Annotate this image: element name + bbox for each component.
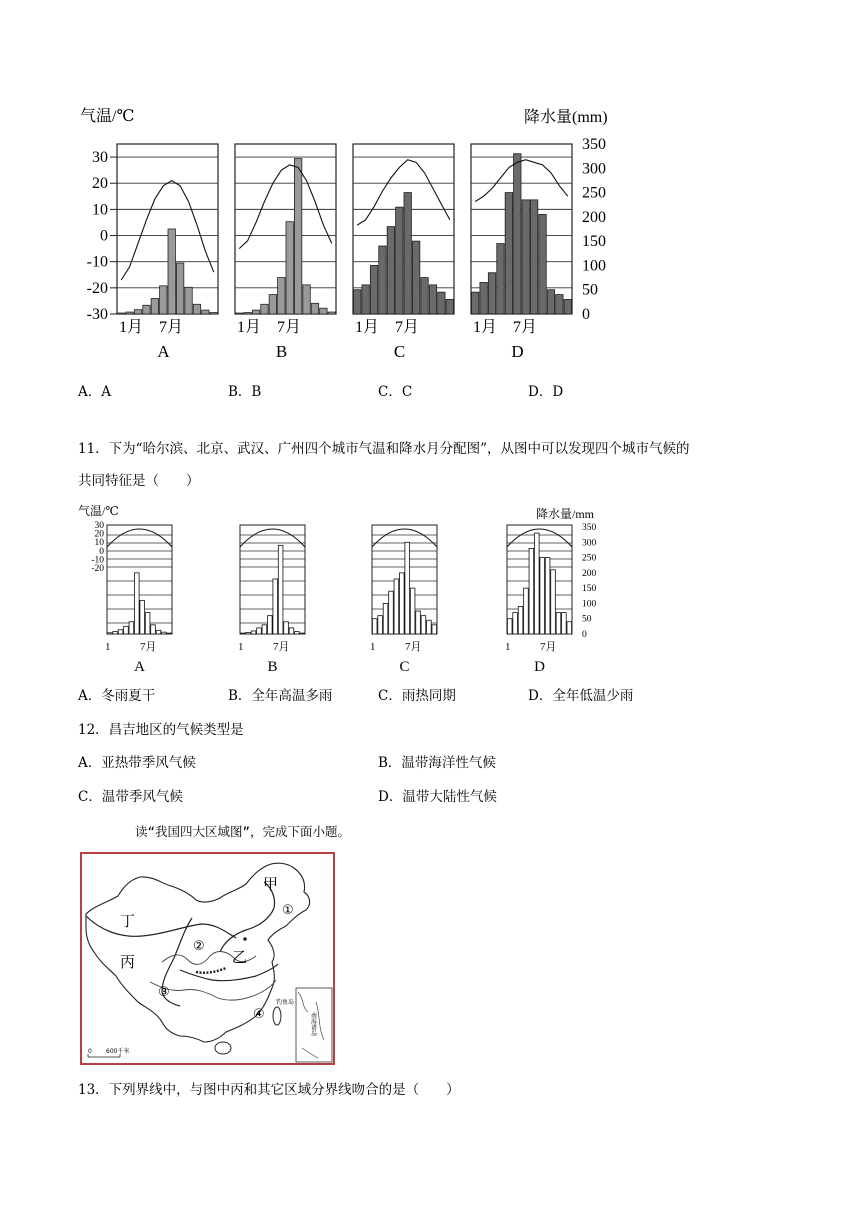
temp-tick-label: 30 (92, 149, 108, 167)
precip-bar (193, 304, 200, 314)
precip-bar (507, 619, 512, 634)
marker-1: ① (282, 903, 294, 918)
precip-bar (113, 632, 118, 634)
precip-bar (567, 622, 572, 634)
panel-caption: A (157, 342, 170, 361)
precip-bar (107, 633, 112, 634)
q11-option-a[interactable]: A．冬雨夏干 (78, 688, 156, 704)
month-label-7: 7月 (405, 641, 422, 653)
precip-bar (145, 613, 150, 634)
panel-caption-2: B (267, 659, 278, 675)
precip-tick-label-2: 100 (582, 599, 597, 610)
climate-chart-figure-1 (0, 0, 860, 370)
precip-bar (412, 241, 419, 314)
temp-tick-label-2: 0 (99, 546, 104, 557)
temp-axis-label: 气温/℃ (80, 108, 135, 125)
precip-bar (472, 292, 479, 314)
month-label-jul: 7月 (277, 319, 302, 336)
month-label-jan: 1月 (119, 319, 144, 336)
precip-axis-ticks (582, 136, 606, 323)
temp-tick-label: -30 (86, 306, 108, 323)
temp-tick-label-2: 10 (94, 538, 104, 549)
precip-bar (432, 625, 437, 634)
precip-axis-label: 降水量(mm) (524, 109, 608, 126)
month-label-jul: 7月 (159, 319, 184, 336)
precip-bar (311, 303, 318, 314)
precip-bar (278, 278, 285, 314)
precip-bar (278, 545, 283, 634)
precip-bar (140, 600, 145, 634)
precip-tick-label-2: 350 (582, 523, 597, 533)
precip-bar (387, 227, 394, 314)
precip-bar (269, 295, 276, 314)
precip-bar (118, 313, 125, 314)
precip-bar (167, 633, 172, 634)
climate-panel-d (471, 144, 572, 361)
precip-tick-label: 300 (582, 160, 606, 178)
precip-bar (416, 611, 421, 634)
precip-bar (289, 628, 294, 634)
precip-bar (396, 207, 403, 314)
month-label-7: 7月 (540, 641, 557, 653)
precip-tick-label: 50 (582, 281, 598, 299)
q12-option-b[interactable]: B．温带海洋性气候 (378, 755, 496, 771)
precip-tick-label-2: 0 (582, 630, 587, 640)
month-label-1: 1 (238, 641, 244, 653)
precip-bar (497, 244, 504, 314)
temp-tick-label: 0 (100, 227, 108, 245)
precip-bar (118, 630, 123, 634)
precip-bar (246, 632, 251, 634)
temp-tick-label: -20 (86, 279, 108, 297)
precip-bar (236, 313, 243, 314)
q10-option-d[interactable]: D．D (528, 384, 564, 400)
marker-2: ② (193, 939, 205, 954)
panel-caption: B (275, 342, 288, 361)
month-label-1: 1 (505, 641, 511, 653)
precip-tick-label-2: 200 (582, 568, 597, 579)
precip-bar (370, 265, 377, 314)
precip-bar (354, 290, 361, 314)
precip-bar (540, 558, 545, 634)
climate-panel-2-d (505, 525, 572, 675)
q11-stem-line2: 共同特征是（ ） (78, 473, 200, 489)
precip-bar (320, 308, 327, 314)
precip-bar (252, 310, 259, 314)
q12-stem: 12．昌吉地区的气候类型是 (78, 722, 244, 738)
precip-bar (530, 200, 537, 314)
panel-frame (117, 144, 218, 314)
precip-bar (379, 246, 386, 314)
precip-bar (210, 313, 217, 314)
precip-bar (286, 222, 293, 314)
precip-bar (168, 229, 175, 314)
precip-bar (185, 287, 192, 314)
precip-bar (267, 616, 272, 634)
precip-bar (294, 159, 301, 314)
precip-bar (202, 310, 209, 314)
precip-bar (362, 285, 369, 314)
precip-tick-label-2: 300 (582, 538, 597, 549)
month-label-jan: 1月 (237, 319, 262, 336)
temp-tick-label: 10 (92, 201, 108, 219)
precip-bar (522, 200, 529, 314)
precip-bar (564, 299, 571, 314)
precip-bar (480, 282, 487, 314)
panel-caption-2: A (134, 659, 145, 675)
precip-bar (421, 616, 426, 634)
precip-bar (539, 214, 546, 314)
precip-bar (404, 193, 411, 314)
precip-bar (438, 292, 445, 314)
precip-bar (562, 613, 567, 634)
region-label-yi: 乙 (232, 948, 248, 966)
panel-caption-2: D (534, 659, 545, 675)
precip-bar (524, 588, 529, 634)
temp-axis-label-2: 气温/℃ (78, 504, 119, 518)
precip-bar (244, 313, 251, 314)
climate-panel-2-c (370, 525, 437, 675)
precip-bar (295, 632, 300, 634)
precip-bar (328, 312, 335, 314)
precip-bar (284, 622, 289, 634)
temp-tick-label: -10 (86, 253, 108, 271)
climate-panel-a (117, 144, 218, 361)
precip-bar (240, 633, 245, 634)
climate-chart-figure-2 (0, 500, 860, 680)
precip-bar (399, 573, 404, 634)
q12-option-d[interactable]: D．温带大陆性气候 (378, 789, 497, 805)
precip-bar (513, 613, 518, 634)
precip-bar (410, 588, 415, 634)
q12-option-a[interactable]: A．亚热带季风气候 (78, 755, 196, 771)
q10-option-b[interactable]: B．B (228, 384, 262, 400)
region-label-ding: 丁 (120, 912, 136, 930)
precip-tick-label: 250 (582, 184, 606, 202)
temp-tick-label-2: 20 (94, 529, 104, 540)
precip-bar (134, 310, 141, 314)
precip-bar (488, 273, 495, 314)
precip-bar (556, 613, 561, 634)
temp-tick-label-2: 30 (94, 521, 104, 531)
precip-tick-label: 100 (582, 257, 606, 275)
month-label-jan: 1月 (473, 319, 498, 336)
temp-tick-label: 20 (92, 175, 108, 193)
precip-bar (300, 633, 305, 634)
diaoyu-label: 钓鱼岛 (276, 999, 295, 1006)
beijing-dot (243, 937, 247, 941)
panel-caption: C (393, 342, 406, 361)
precip-bar (257, 628, 262, 634)
panel-frame (235, 144, 336, 314)
precip-bar (505, 193, 512, 314)
q11-stem-line1: 11．下为“哈尔滨、北京、武汉、广州四个城市气温和降水月分配图”，从图中可以发现四个城市气候的 (78, 441, 690, 457)
panel-caption-2: C (399, 659, 410, 675)
precip-bar (547, 290, 554, 314)
precip-bar (129, 622, 134, 634)
precip-bar (251, 631, 256, 634)
precip-bar (156, 630, 161, 634)
precip-bar (405, 542, 410, 634)
precip-axis-label-2: 降水量/mm (536, 507, 595, 521)
precip-bar (124, 626, 129, 634)
precip-bar (378, 616, 383, 634)
precip-bar (126, 312, 133, 314)
precip-tick-label: 350 (582, 136, 606, 153)
precip-bar (446, 299, 453, 314)
precip-tick-label-2: 150 (582, 584, 597, 595)
q10-option-c[interactable]: C．C (378, 384, 413, 400)
precip-bar (176, 263, 183, 314)
precip-bar (534, 533, 539, 634)
month-label-jul: 7月 (513, 319, 538, 336)
temp-tick-label-2: -10 (91, 555, 104, 566)
month-label-1: 1 (370, 641, 376, 653)
climate-panel-2-a (105, 525, 172, 675)
month-label-1: 1 (105, 641, 111, 653)
china-four-regions-map (80, 852, 336, 1066)
precip-bar (273, 579, 278, 634)
precip-bar (518, 606, 523, 634)
climate-panel-2-b (238, 525, 305, 675)
precip-bar (151, 625, 156, 634)
map-intro: 读“我国四大区域图”，完成下面小题。 (135, 824, 351, 839)
climate-panel-b (235, 144, 336, 361)
precip-bar (383, 603, 388, 634)
precip-bar (162, 632, 167, 634)
precip-bar (551, 570, 556, 634)
q11-option-d[interactable]: D．全年低温少雨 (528, 688, 634, 704)
precip-bar (262, 625, 267, 634)
temp-axis-ticks (87, 149, 117, 323)
climate-panels (117, 144, 572, 361)
q10-option-a[interactable]: A．A (78, 384, 111, 400)
precip-bar (556, 295, 563, 314)
precip-bar (514, 154, 521, 314)
precip-bar (151, 298, 158, 314)
precip-bar (160, 286, 167, 314)
precip-bar (261, 304, 268, 314)
q11-option-b[interactable]: B．全年高温多雨 (228, 688, 333, 704)
precip-bar (421, 278, 428, 314)
precip-bar (394, 579, 399, 634)
temp-tick-label-2: -20 (91, 564, 104, 574)
climate-panel-c (353, 144, 454, 361)
precip-bar (429, 285, 436, 314)
inset-label: 南海诸岛 (309, 1012, 317, 1036)
marker-4: ④ (253, 1007, 265, 1022)
precip-bar (545, 558, 550, 634)
month-label-7: 7月 (273, 641, 290, 653)
region-label-jia: 甲 (263, 875, 279, 893)
precip-bar (134, 573, 139, 634)
precip-bar (427, 620, 432, 634)
panel-caption: D (511, 342, 524, 361)
month-label-7: 7月 (140, 641, 157, 653)
precip-bar (143, 305, 150, 314)
scale-zero: 0 (88, 1048, 92, 1055)
precip-tick-label-2: 250 (582, 553, 597, 564)
region-label-bing: 丙 (120, 953, 136, 971)
precip-tick-label-2: 50 (582, 614, 592, 625)
precip-tick-label: 150 (582, 233, 606, 251)
precip-bar (372, 619, 377, 634)
precip-tick-label: 0 (582, 306, 590, 323)
climate-panels-2 (91, 521, 596, 675)
precip-bar (529, 548, 534, 634)
month-label-jan: 1月 (355, 319, 380, 336)
month-label-jul: 7月 (395, 319, 420, 336)
scale-text: 600千米 (106, 1048, 130, 1055)
precip-tick-label: 200 (582, 208, 606, 226)
precip-bar (389, 591, 394, 634)
precip-bar (303, 285, 310, 314)
q12-option-c[interactable]: C．温带季风气候 (78, 789, 183, 805)
q13-stem: 13．下列界线中，与图中丙和其它区域分界线吻合的是（ ） (78, 1082, 460, 1098)
q11-option-c[interactable]: C．雨热同期 (378, 688, 456, 704)
marker-3: ③ (158, 985, 170, 1000)
